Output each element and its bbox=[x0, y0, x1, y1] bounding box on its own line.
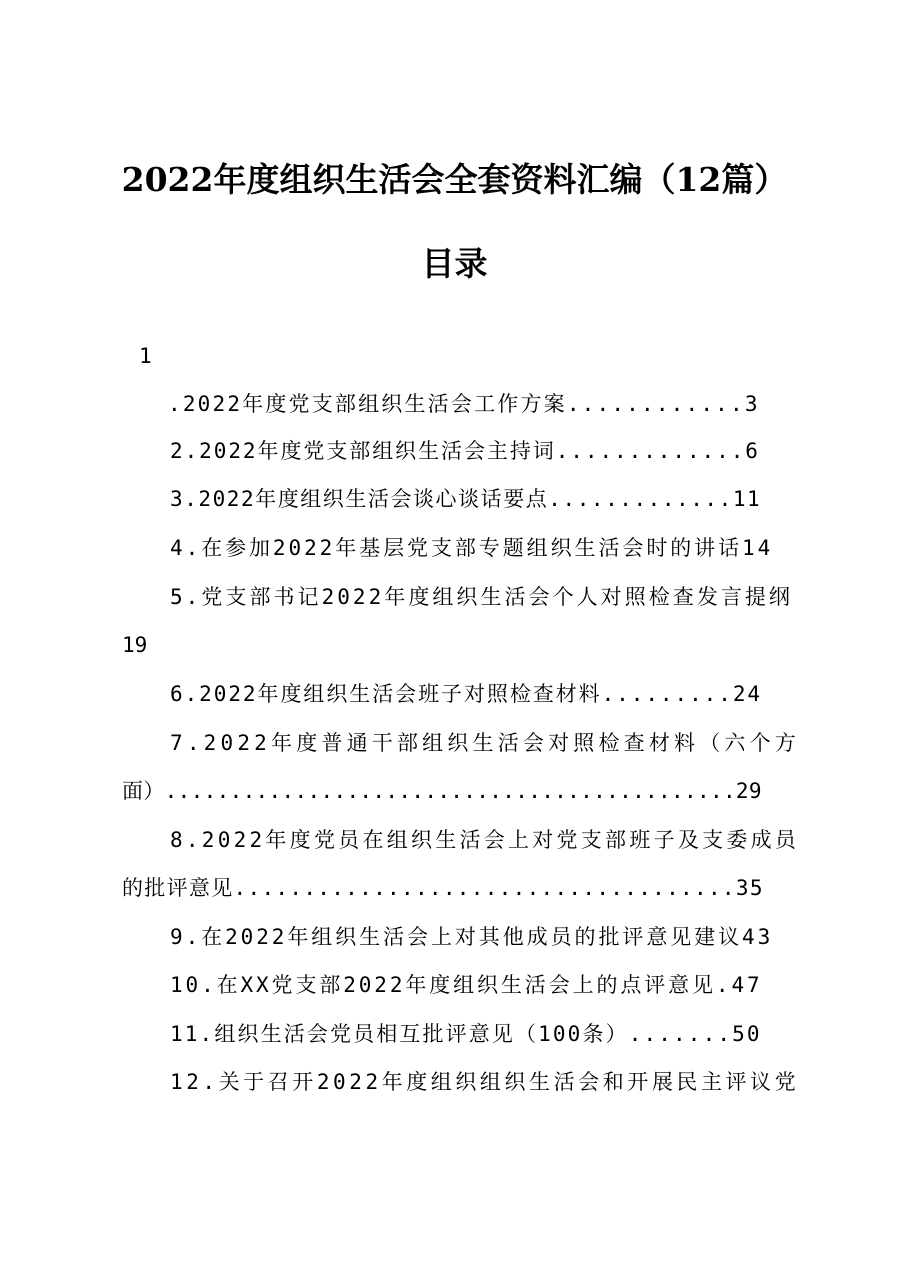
toc-line: 11.组织生活会党员相互批评意见（100条）.......50 bbox=[170, 1022, 762, 1046]
toc-line: 面）............................................29 bbox=[122, 779, 762, 803]
toc-line: 1 bbox=[139, 344, 152, 368]
toc-line: 的批评意见....................................35 bbox=[122, 876, 764, 900]
toc-line: 9.在2022年组织生活会上对其他成员的批评意见建议43 bbox=[170, 925, 774, 949]
toc-line: 2.2022年度党支部组织生活会主持词.............6 bbox=[170, 439, 760, 463]
toc-line: 12.关于召开2022年度组织组织生活会和开展民主评议党 bbox=[170, 1070, 800, 1094]
document-title: 2022年度组织生活会全套资料汇编（12篇） bbox=[121, 160, 788, 199]
toc-line: 5.党支部书记2022年度组织生活会个人对照检查发言提纲 bbox=[170, 585, 793, 609]
toc-line: 6.2022年度组织生活会班子对照检查材料.........24 bbox=[170, 682, 763, 706]
toc-line: 3.2022年度组织生活会谈心谈话要点.............11 bbox=[170, 487, 762, 511]
toc-line: 19 bbox=[122, 633, 148, 657]
toc-line: 10.在XX党支部2022年度组织生活会上的点评意见.47 bbox=[170, 973, 763, 997]
toc-heading: 目录 bbox=[421, 244, 488, 283]
toc-line: 7.2022年度普通干部组织生活会对照检查材料（六个方 bbox=[170, 731, 800, 755]
toc-line: 4.在参加2022年基层党支部专题组织生活会时的讲话14 bbox=[170, 536, 774, 560]
toc-line: 8.2022年度党员在组织生活会上对党支部班子及支委成员 bbox=[170, 828, 800, 852]
toc-line: .2022年度党支部组织生活会工作方案............3 bbox=[168, 392, 760, 416]
